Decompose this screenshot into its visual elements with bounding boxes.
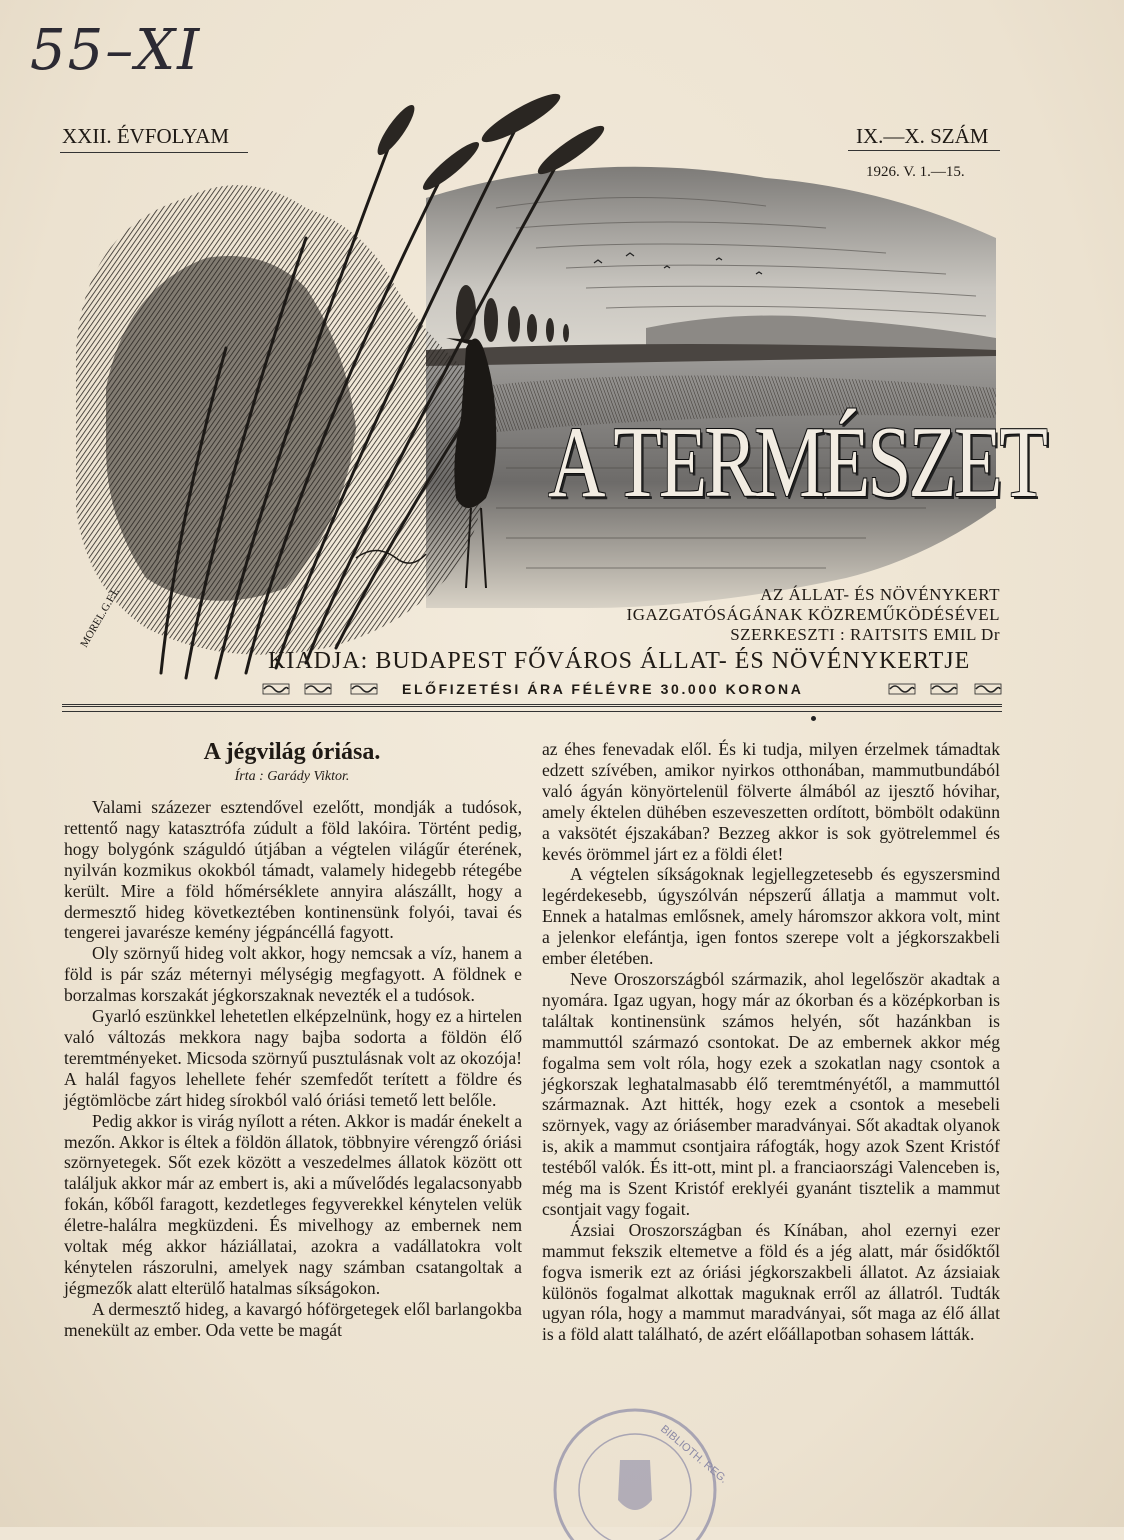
ornament-icon: [262, 683, 290, 695]
article-column-left: [64, 797, 522, 1341]
paragraph: Gyarló eszünkkel lehetetlen elképzelnünk, hogy ez a hirtelen való változás mekkora nagy bajba sodorta a földön élő teremtményeket. Micsoda szörnyű pusztulásnak volt az okozója! A halál fagyos lehellete fehér szemfedőt terített a földre és jégtömlöcbe zárt hideg sírokból való óriási temető lett belőle.: [64, 1006, 522, 1110]
issue-date: 1926. V. 1.—15.: [866, 164, 965, 180]
paragraph: Neve Oroszországból származik, ahol legelőször akadtak a nyomára. Igaz ugyan, hogy már az ókorban és a középkorban is találtak kontinensünk számos helyén, sőt hazánkban is mammuttól származó csontokat. De az embernek akkor még fogalma sem volt róla, hogy ezek a szokatlan nagy csontok a jégkorszak leghatalmasabb élő teremtményétől, a mammuttól származnak. Azt hitték, hogy ezek a csontok a mesebeli szörnyek, vagy az óriásember maradványai. Sőt akadtak olyanok is, akik a mammut csontjaira ráfogták, hogy azok Szent Kristóf testéből valók. És itt-ott, mint pl. a franciaországi Valenceben is, még ma is Szent Kristóf ereklyéi gyanánt tisztelik a mammut csontjait vagy fogait.: [542, 968, 1000, 1219]
volume-label: XXII. ÉVFOLYAM: [62, 124, 230, 148]
engraver-mark: MOREL.G.F.I.: [78, 586, 122, 650]
article-title: A jégvilág óriása.: [203, 739, 381, 765]
library-stamp: [540, 1390, 730, 1540]
paragraph: A végtelen síkságoknak legjellegzetesebb és egyszersmind legérdekesebb, úgyszólván népszerű állatja a mammut volt. Ennek a hatalmas emlősnek, amely háromszor akkora volt, mint a jelenkor elefántja, igen fontos szerepe volt a jégkorszakbeli ember életében.: [542, 864, 1000, 969]
stamp-text: BIBLIOTH. REG.: [658, 1423, 730, 1486]
masthead-divider: [62, 704, 1002, 712]
subscription-price-row: [262, 681, 1002, 701]
divider-dot: [811, 716, 816, 721]
paragraph: Oly szörnyű hideg volt akkor, hogy nemcsak a víz, hanem a föld is pár száz méternyi mélységig megfagyott. A földnek e borzalmas korszakát jégkorszaknak nevezték el a tudósok.: [64, 943, 522, 1006]
publisher-line: KIADJA: BUDAPEST FŐVÁROS ÁLLAT- ÉS NÖVÉNYKERTJE: [268, 648, 971, 674]
ornament-icon: [974, 683, 1002, 695]
paragraph: az éhes fenevadak elől. És ki tudja, milyen érzelmek támadtak edzett szívében, amikor nyirkos otthonában, mammutbundából való ágyán könyörtelenül fölverte álmából az ijesztő hóvihar, amely éktelen dühében eszeveszetten ordított, bömbölt odakünn a vaksötét éjszakában? Bezzeg akkor is sok gyötrelemmel és kevés örömmel járt ez a földi élet!: [542, 739, 1000, 864]
subscription-price: ELŐFIZETÉSI ÁRA FÉLÉVRE 30.000 KORONA: [402, 681, 804, 697]
handwritten-shelf-mark: 55–XI: [30, 18, 202, 83]
editor-credit: SZERKESZTI : RAITSITS EMIL Dr: [730, 625, 1000, 644]
paragraph: A dermesztő hideg, a kavargó hóförgetegek elől barlangokba menekült az ember. Oda vette be magát: [64, 1298, 522, 1340]
masthead-title: A TERMÉSZET: [548, 406, 1045, 519]
ornament-icon: [888, 683, 916, 695]
masthead-subtitle-2: IGAZGATÓSÁGÁNAK KÖZREMŰKÖDÉSÉVEL: [626, 605, 1000, 624]
article-column-right: [542, 739, 1000, 1345]
paragraph: Ázsiai Oroszországban és Kínában, ahol ezernyi ezer mammut fekszik eltemetve a föld és a jég alatt, már ősidőktől fogva ismerik ezt az óriási jégkorszakbeli állatot. Az ázsiaiak különös fogalmat alkottak maguknak erről az állatról. Tudták ugyan róla, hogy a mammut maradványai, sőt maga az élő állat is a föld alatt található, de azért előállapotban sohasem látták.: [542, 1219, 1000, 1345]
ornament-icon: [350, 683, 378, 695]
ornament-icon: [930, 683, 958, 695]
masthead-subtitle-1: AZ ÁLLAT- ÉS NÖVÉNYKERT: [760, 585, 1000, 604]
paragraph: Valami százezer esztendővel ezelőtt, mondják a tudósok, rettentő nagy katasztrófa zúdult a föld lakóira. Történt pedig, hogy bolygónk száguldó útjában a végtelen világűr éterének, nyilván kozmikus okokból támadt, valamely hidegebb rétegébe került. Mire a föld hőmérséklete annyira alászállt, hogy a dermesztő hideg következtében kontinensünk folyói, tavai és tengerei javarésze kemény jégpáncéllá fagyott.: [64, 797, 522, 943]
paragraph: Pedig akkor is virág nyílott a réten. Akkor is madár énekelt a mezőn. Akkor is éltek a földön állatok, többnyire vérengző óriási szörnyetegek. Sőt ezek között a veszedelmes állatok között ott találjuk akkor már az embert is, aki a művelődés legalacsonyabb fokán, kőből faragott, kezdetleges fegyverekkel kénytelen velük életre-halálra megküzdeni. És mivelhogy az embernek nem voltak még akkor háziállatai, azokra a vadállatokra volt kénytelen rászorulni, amelyek nagy számban csatangoltak a jégmezők alatt elterülő hatalmas síkságokon.: [64, 1110, 522, 1298]
article-byline: Írta : Garády Viktor.: [234, 769, 350, 784]
ornament-icon: [304, 683, 332, 695]
issue-label: IX.—X. SZÁM: [856, 124, 989, 148]
